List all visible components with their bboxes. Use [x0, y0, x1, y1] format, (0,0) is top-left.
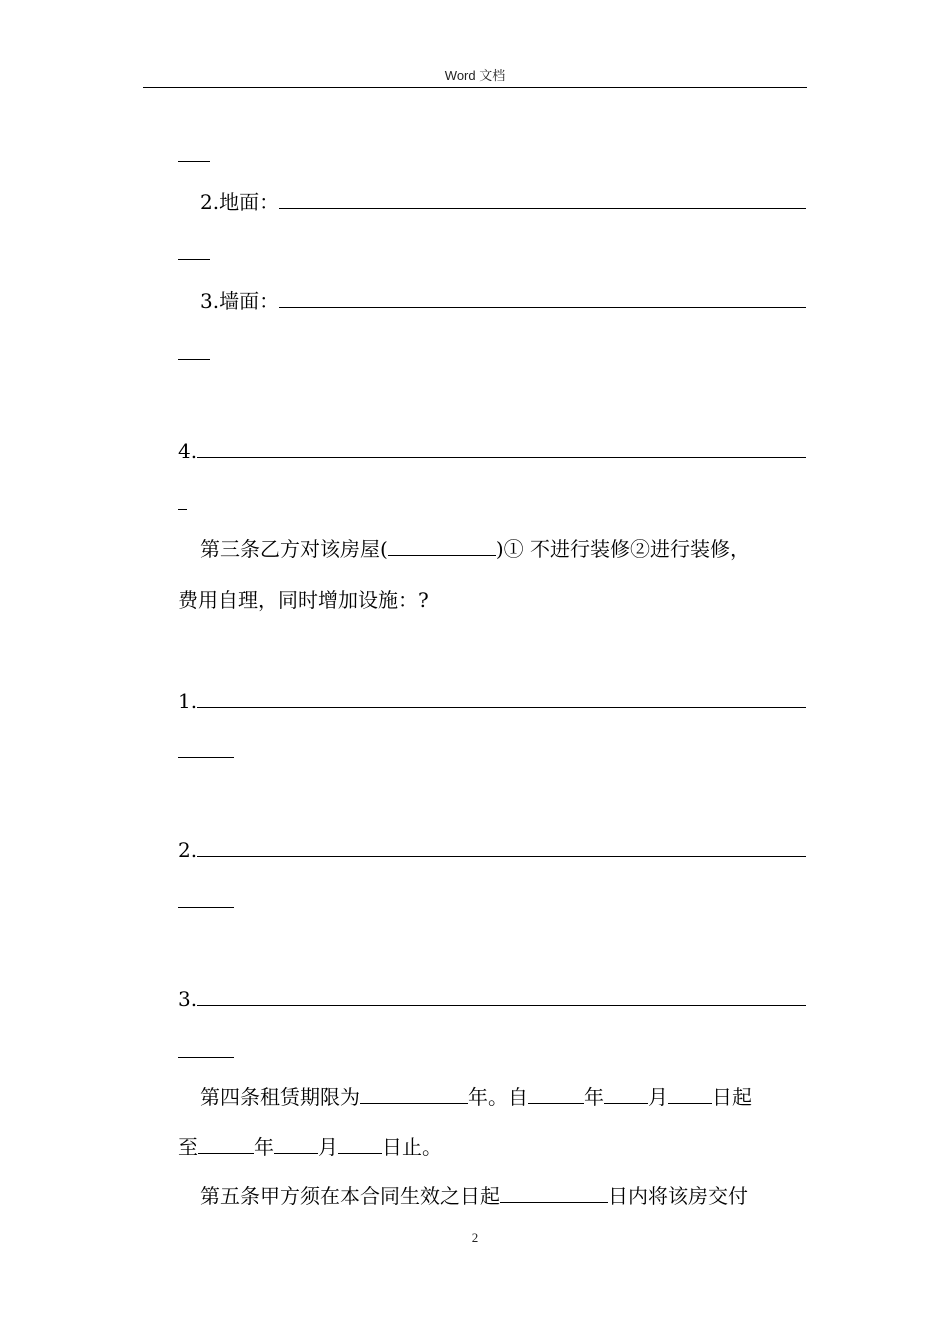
wall-line — [178, 288, 806, 314]
facility1-blank[interactable] — [197, 689, 806, 708]
blank-field[interactable] — [178, 739, 234, 758]
facility3-label: 3. — [178, 987, 198, 1011]
article3-line — [178, 536, 806, 562]
start-year-blank[interactable] — [528, 1085, 584, 1104]
article5-line — [178, 1183, 806, 1209]
start-day-blank[interactable] — [668, 1085, 712, 1104]
facility2-blank[interactable] — [197, 838, 806, 857]
article5-text: 第五条甲方须在本合同生效之日起 — [200, 1184, 500, 1208]
page-number: 2 — [471, 1230, 479, 1245]
continuation-line-4 — [178, 490, 806, 516]
blank-field[interactable] — [178, 1039, 234, 1058]
blank-field[interactable] — [178, 889, 234, 908]
continuation-line-7 — [178, 1038, 806, 1064]
item4-line — [178, 438, 806, 464]
delivery-days-blank[interactable] — [500, 1184, 608, 1203]
article4-text: 第四条租赁期限为 — [200, 1085, 360, 1109]
facility3-line — [178, 986, 806, 1012]
header-divider — [143, 87, 807, 88]
article4-continuation — [178, 1134, 806, 1160]
article3-cont-text: 费用自理，同时增加设施：? — [178, 588, 429, 612]
start-month-blank[interactable] — [604, 1085, 648, 1104]
wall-label: 3.墙面： — [200, 289, 280, 313]
wall-blank[interactable] — [279, 289, 806, 308]
article5-cont: 日内将该房交付 — [608, 1184, 748, 1208]
article4-to: 至 — [178, 1135, 198, 1159]
end-month-blank[interactable] — [274, 1135, 318, 1154]
end-year-blank[interactable] — [198, 1135, 254, 1154]
article4-line — [178, 1084, 806, 1110]
floor-line — [178, 189, 806, 215]
lease-years-blank[interactable] — [360, 1085, 468, 1104]
blank-field[interactable] — [178, 241, 210, 260]
continuation-line-3 — [178, 340, 806, 366]
header-title: Word 文档 — [444, 68, 506, 83]
article4-month: 月 — [648, 1085, 668, 1109]
article4-end: 日止。 — [382, 1135, 442, 1159]
facility2-line — [178, 837, 806, 863]
floor-label: 2.地面： — [200, 190, 280, 214]
continuation-line-2 — [178, 240, 806, 266]
article4-to-month: 月 — [318, 1135, 338, 1159]
facility1-label: 1. — [178, 689, 198, 713]
blank-field[interactable] — [178, 143, 210, 162]
article3-text: 第三条乙方对该房屋( — [200, 537, 388, 561]
facility3-blank[interactable] — [197, 987, 806, 1006]
item4-blank[interactable] — [197, 439, 806, 458]
article4-year: 年 — [584, 1085, 604, 1109]
article4-to-year: 年 — [254, 1135, 274, 1159]
continuation-line-1 — [178, 142, 806, 168]
item4-label: 4. — [178, 439, 198, 463]
floor-blank[interactable] — [279, 190, 806, 209]
blank-field[interactable] — [178, 491, 187, 510]
article3-options: )① 不进行装修②进行装修， — [495, 537, 750, 561]
facility2-label: 2. — [178, 838, 198, 862]
facility1-line — [178, 688, 806, 714]
article3-blank[interactable] — [388, 537, 496, 556]
article4-day: 日起 — [712, 1085, 752, 1109]
article4-from: 年。自 — [468, 1085, 528, 1109]
blank-field[interactable] — [178, 341, 210, 360]
article3-continuation — [178, 587, 806, 613]
continuation-line-6 — [178, 888, 806, 914]
end-day-blank[interactable] — [338, 1135, 382, 1154]
continuation-line-5 — [178, 738, 806, 764]
